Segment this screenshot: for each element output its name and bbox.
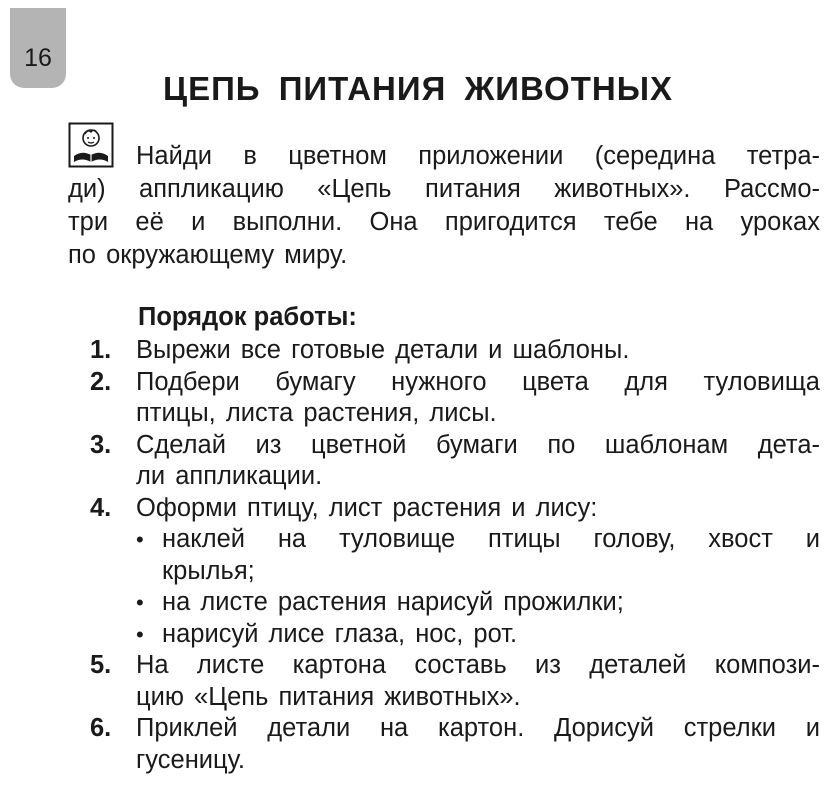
step-text: цию «Цепь питания животных». [136,682,521,711]
step-number: 2. [90,367,112,396]
step-item [0,650,836,713]
sub-list-item [136,524,820,587]
sub-item-text: крылья; [162,556,255,585]
step-text: Сделай из цветной бумаги по шаблонам дета- [136,430,820,459]
step-item [0,430,836,493]
sub-item-text: нарисуй лисе глаза, нос, рот. [162,619,518,648]
steps-list [0,335,836,776]
intro-line: по окружающему миру. [68,241,348,269]
step-text: ли аппликации. [136,462,323,490]
page-title: ЦЕПЬ ПИТАНИЯ ЖИВОТНЫХ [162,70,674,107]
intro-paragraph [68,140,820,272]
sub-item-text: на листе растения нарисуй прожилки; [162,588,624,616]
order-heading: Порядок работы: [138,303,357,331]
step-text: птицы, листа растения, лисы. [136,399,497,427]
step-text: Вырежи все готовые детали и шаблоны. [136,336,630,364]
step-number: 5. [90,651,112,679]
step-text: Приклей детали на картон. Дорисуй стрелки и [136,714,820,742]
step-text: Оформи птицу, лист растения и лису: [136,493,598,522]
step-text: гусеницу. [136,745,245,774]
step-item [0,493,836,525]
step-text: На листе картона составь из деталей компози- [136,651,820,679]
step-item [0,713,836,776]
step-number: 1. [90,336,112,364]
intro-line: Найди в цветном приложении (середина тетра- [136,142,820,170]
sub-list-item [136,619,820,651]
intro-line: ди) аппликацию «Цепь питания животных». Рассмо- [68,175,820,203]
bullet-icon: • [136,590,144,615]
bullet-icon: • [136,527,144,552]
page-number: 16 [24,44,52,72]
step-item [0,335,836,367]
step-item [0,367,836,430]
step-number: 4. [90,493,112,522]
sub-list-item [136,587,820,619]
step-text: Подбери бумагу нужного цвета для туловища [136,367,820,396]
intro-line: три её и выполни. Она пригодится тебе на уроках [68,208,820,236]
sub-item-text: наклей на туловище птицы голову, хвост и [162,525,820,553]
bullet-icon: • [136,621,144,647]
step-number: 3. [90,430,112,459]
step-number: 6. [90,714,112,742]
